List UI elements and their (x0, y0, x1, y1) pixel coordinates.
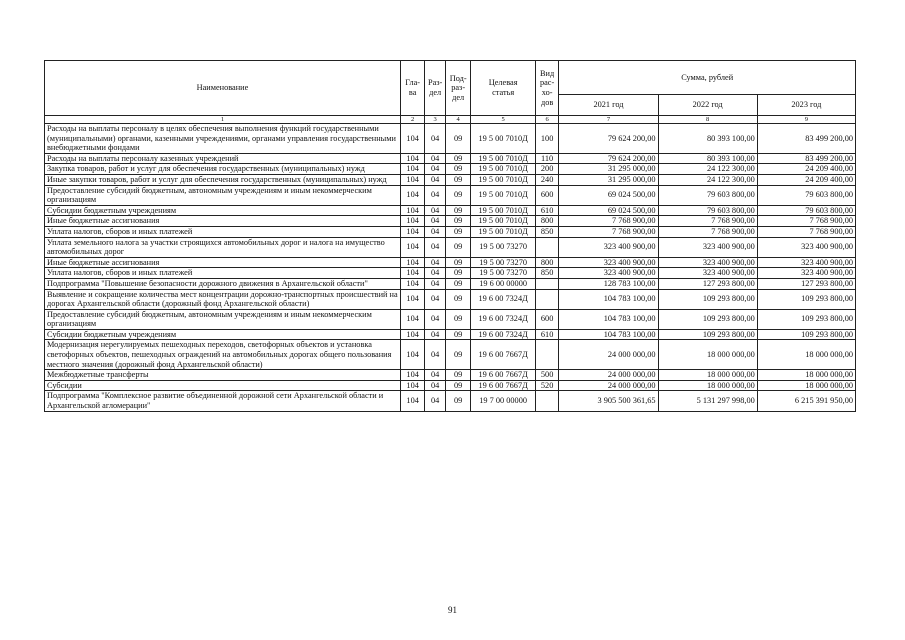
row-name: Закупка товаров, работ и услуг для обеспечения государственных (муниципальных) нужд (45, 164, 401, 175)
row-amount-2023: 83 499 200,00 (757, 153, 855, 164)
row-target-article: 19 5 00 7010Д (471, 153, 535, 164)
row-expense-type: 100 (535, 124, 559, 154)
row-amount-2021: 79 624 200,00 (559, 124, 658, 154)
row-expense-type (535, 237, 559, 257)
row-name: Субсидии (45, 380, 401, 391)
row-target-article: 19 6 00 7324Д (471, 289, 535, 309)
row-target-article: 19 6 00 7667Д (471, 370, 535, 381)
row-name: Расходы на выплаты персоналу казенных учреждений (45, 153, 401, 164)
header-name: Наименование (45, 61, 401, 116)
header-year-2021: 2021 год (559, 95, 658, 116)
row-subsection: 09 (445, 216, 471, 227)
row-section: 04 (425, 370, 445, 381)
row-target-article: 19 6 00 00000 (471, 278, 535, 289)
table-row (45, 268, 856, 279)
row-amount-2021: 3 905 500 361,65 (559, 391, 658, 411)
row-amount-2021: 104 783 100,00 (559, 289, 658, 309)
table-row (45, 278, 856, 289)
row-amount-2021: 69 024 500,00 (559, 185, 658, 205)
table-row (45, 257, 856, 268)
row-chapter: 104 (400, 370, 425, 381)
row-section: 04 (425, 174, 445, 185)
row-target-article: 19 6 00 7324Д (471, 309, 535, 329)
header-section: Раз- дел (425, 61, 445, 116)
column-number: 4 (445, 116, 471, 124)
row-expense-type: 610 (535, 205, 559, 216)
budget-table (44, 60, 856, 412)
row-chapter: 104 (400, 174, 425, 185)
row-name: Иные бюджетные ассигнования (45, 216, 401, 227)
row-amount-2022: 18 000 000,00 (658, 340, 757, 370)
row-amount-2022: 109 293 800,00 (658, 309, 757, 329)
row-target-article: 19 6 00 7324Д (471, 329, 535, 340)
row-expense-type (535, 289, 559, 309)
row-name: Уплата налогов, сборов и иных платежей (45, 226, 401, 237)
row-subsection: 09 (445, 309, 471, 329)
row-section: 04 (425, 278, 445, 289)
column-number: 6 (535, 116, 559, 124)
row-expense-type: 610 (535, 329, 559, 340)
row-chapter: 104 (400, 268, 425, 279)
row-amount-2021: 79 624 200,00 (559, 153, 658, 164)
table-row (45, 164, 856, 175)
row-subsection: 09 (445, 164, 471, 175)
row-amount-2022: 80 393 100,00 (658, 153, 757, 164)
row-amount-2022: 18 000 000,00 (658, 370, 757, 381)
row-amount-2023: 18 000 000,00 (757, 380, 855, 391)
row-amount-2021: 7 768 900,00 (559, 216, 658, 227)
row-section: 04 (425, 153, 445, 164)
row-amount-2021: 24 000 000,00 (559, 380, 658, 391)
row-section: 04 (425, 391, 445, 411)
row-section: 04 (425, 124, 445, 154)
row-subsection: 09 (445, 278, 471, 289)
row-section: 04 (425, 216, 445, 227)
row-name: Выявление и сокращение количества мест концентрации дорожно-транспортных происшествий на дорогах Архангельской области (дорожный фонд Архангельской области) (45, 289, 401, 309)
row-target-article: 19 5 00 7010Д (471, 174, 535, 185)
row-expense-type: 500 (535, 370, 559, 381)
row-target-article: 19 5 00 7010Д (471, 226, 535, 237)
row-subsection: 09 (445, 153, 471, 164)
row-chapter: 104 (400, 340, 425, 370)
row-subsection: 09 (445, 257, 471, 268)
row-amount-2022: 7 768 900,00 (658, 226, 757, 237)
table-row (45, 153, 856, 164)
row-expense-type (535, 391, 559, 411)
row-name: Предоставление субсидий бюджетным, автономным учреждениям и иным некоммерческим организациям (45, 185, 401, 205)
row-expense-type: 240 (535, 174, 559, 185)
header-year-2022: 2022 год (658, 95, 757, 116)
row-chapter: 104 (400, 380, 425, 391)
row-amount-2022: 5 131 297 998,00 (658, 391, 757, 411)
row-chapter: 104 (400, 216, 425, 227)
row-target-article: 19 6 00 7667Д (471, 340, 535, 370)
row-name: Иные закупки товаров, работ и услуг для обеспечения государственных (муниципальных) нужд (45, 174, 401, 185)
row-amount-2021: 104 783 100,00 (559, 329, 658, 340)
header-year-2023: 2023 год (757, 95, 855, 116)
row-name: Межбюджетные трансферты (45, 370, 401, 381)
row-name: Субсидии бюджетным учреждениям (45, 329, 401, 340)
row-amount-2022: 79 603 800,00 (658, 185, 757, 205)
row-section: 04 (425, 329, 445, 340)
row-subsection: 09 (445, 205, 471, 216)
row-amount-2023: 323 400 900,00 (757, 257, 855, 268)
row-section: 04 (425, 237, 445, 257)
row-amount-2023: 6 215 391 950,00 (757, 391, 855, 411)
row-section: 04 (425, 164, 445, 175)
row-subsection: 09 (445, 237, 471, 257)
row-amount-2021: 24 000 000,00 (559, 340, 658, 370)
table-row (45, 329, 856, 340)
row-chapter: 104 (400, 237, 425, 257)
row-subsection: 09 (445, 391, 471, 411)
row-expense-type (535, 340, 559, 370)
row-name: Субсидии бюджетным учреждениям (45, 205, 401, 216)
row-subsection: 09 (445, 289, 471, 309)
row-amount-2023: 7 768 900,00 (757, 216, 855, 227)
table-row (45, 205, 856, 216)
row-amount-2021: 7 768 900,00 (559, 226, 658, 237)
table-row (45, 124, 856, 154)
row-name: Предоставление субсидий бюджетным, автономным учреждениям и иным некоммерческим организациям (45, 309, 401, 329)
row-amount-2023: 323 400 900,00 (757, 237, 855, 257)
row-amount-2022: 80 393 100,00 (658, 124, 757, 154)
row-target-article: 19 5 00 7010Д (471, 205, 535, 216)
row-amount-2021: 24 000 000,00 (559, 370, 658, 381)
row-amount-2021: 69 024 500,00 (559, 205, 658, 216)
header-chapter: Гла- ва (400, 61, 425, 116)
column-number: 1 (45, 116, 401, 124)
row-amount-2022: 109 293 800,00 (658, 329, 757, 340)
row-amount-2021: 104 783 100,00 (559, 309, 658, 329)
header-target-article: Целевая статья (471, 61, 535, 116)
row-amount-2021: 323 400 900,00 (559, 268, 658, 279)
table-row (45, 391, 856, 411)
row-target-article: 19 6 00 7667Д (471, 380, 535, 391)
table-row (45, 340, 856, 370)
row-chapter: 104 (400, 164, 425, 175)
row-amount-2023: 18 000 000,00 (757, 370, 855, 381)
row-chapter: 104 (400, 124, 425, 154)
table-row (45, 289, 856, 309)
row-expense-type: 850 (535, 268, 559, 279)
row-expense-type: 600 (535, 309, 559, 329)
row-subsection: 09 (445, 124, 471, 154)
row-amount-2023: 79 603 800,00 (757, 185, 855, 205)
row-amount-2022: 18 000 000,00 (658, 380, 757, 391)
row-section: 04 (425, 289, 445, 309)
row-name: Модернизация нерегулируемых пешеходных переходов, светофорных объектов и установка светофорных объектов, пешеходных ограждений на автомобильных дорогах общего пользования местного значения (дорожный фонд Архангельской области) (45, 340, 401, 370)
row-amount-2023: 83 499 200,00 (757, 124, 855, 154)
row-section: 04 (425, 226, 445, 237)
row-subsection: 09 (445, 226, 471, 237)
row-amount-2023: 323 400 900,00 (757, 268, 855, 279)
table-row (45, 237, 856, 257)
row-amount-2022: 24 122 300,00 (658, 164, 757, 175)
table-row (45, 309, 856, 329)
row-subsection: 09 (445, 370, 471, 381)
column-number: 7 (559, 116, 658, 124)
row-expense-type: 520 (535, 380, 559, 391)
row-subsection: 09 (445, 340, 471, 370)
row-chapter: 104 (400, 391, 425, 411)
row-name: Расходы на выплаты персоналу в целях обеспечения выполнения функций государственными (муниципальными) органами, казенными учреждениями, органами управления государственными внебюджетными фондами (45, 124, 401, 154)
row-amount-2022: 323 400 900,00 (658, 237, 757, 257)
row-expense-type: 200 (535, 164, 559, 175)
column-number: 3 (425, 116, 445, 124)
row-amount-2022: 79 603 800,00 (658, 205, 757, 216)
table-row (45, 380, 856, 391)
row-chapter: 104 (400, 289, 425, 309)
column-number: 9 (757, 116, 855, 124)
row-chapter: 104 (400, 185, 425, 205)
row-amount-2022: 7 768 900,00 (658, 216, 757, 227)
row-name: Уплата налогов, сборов и иных платежей (45, 268, 401, 279)
column-number: 2 (400, 116, 425, 124)
row-amount-2022: 127 293 800,00 (658, 278, 757, 289)
row-name: Подпрограмма "Повышение безопасности дорожного движения в Архангельской области" (45, 278, 401, 289)
row-amount-2023: 109 293 800,00 (757, 329, 855, 340)
row-section: 04 (425, 380, 445, 391)
row-amount-2023: 24 209 400,00 (757, 164, 855, 175)
column-number: 5 (471, 116, 535, 124)
row-chapter: 104 (400, 205, 425, 216)
row-name: Подпрограмма "Комплексное развитие объединенной дорожной сети Архангельской области и Архангельской агломерации" (45, 391, 401, 411)
row-chapter: 104 (400, 257, 425, 268)
row-chapter: 104 (400, 329, 425, 340)
row-amount-2023: 79 603 800,00 (757, 205, 855, 216)
row-amount-2023: 24 209 400,00 (757, 174, 855, 185)
row-section: 04 (425, 205, 445, 216)
row-target-article: 19 5 00 7010Д (471, 164, 535, 175)
row-section: 04 (425, 185, 445, 205)
row-name: Уплата земельного налога за участки строящихся автомобильных дорог и налога на имущество автомобильных дорог (45, 237, 401, 257)
row-amount-2022: 323 400 900,00 (658, 257, 757, 268)
row-amount-2023: 109 293 800,00 (757, 289, 855, 309)
page-number: 91 (448, 605, 457, 615)
row-section: 04 (425, 340, 445, 370)
table-row (45, 370, 856, 381)
row-expense-type (535, 278, 559, 289)
row-target-article: 19 5 00 7010Д (471, 124, 535, 154)
row-amount-2022: 323 400 900,00 (658, 268, 757, 279)
table-row (45, 185, 856, 205)
row-section: 04 (425, 309, 445, 329)
row-name: Иные бюджетные ассигнования (45, 257, 401, 268)
row-amount-2021: 323 400 900,00 (559, 237, 658, 257)
row-amount-2023: 127 293 800,00 (757, 278, 855, 289)
row-target-article: 19 5 00 73270 (471, 257, 535, 268)
column-number: 8 (658, 116, 757, 124)
row-subsection: 09 (445, 174, 471, 185)
header-expense-type: Вид рас- хо- дов (535, 61, 559, 116)
table-row (45, 216, 856, 227)
row-expense-type: 800 (535, 216, 559, 227)
row-amount-2021: 323 400 900,00 (559, 257, 658, 268)
row-expense-type: 110 (535, 153, 559, 164)
row-target-article: 19 5 00 73270 (471, 268, 535, 279)
row-chapter: 104 (400, 153, 425, 164)
row-expense-type: 600 (535, 185, 559, 205)
row-amount-2021: 31 295 000,00 (559, 174, 658, 185)
row-target-article: 19 5 00 7010Д (471, 185, 535, 205)
table-body (45, 124, 856, 412)
row-subsection: 09 (445, 185, 471, 205)
header-amount: Сумма, рублей (559, 61, 856, 95)
row-amount-2021: 128 783 100,00 (559, 278, 658, 289)
row-chapter: 104 (400, 278, 425, 289)
row-amount-2023: 109 293 800,00 (757, 309, 855, 329)
header-subsection: Под- раз- дел (445, 61, 471, 116)
row-chapter: 104 (400, 309, 425, 329)
row-expense-type: 800 (535, 257, 559, 268)
row-amount-2021: 31 295 000,00 (559, 164, 658, 175)
row-section: 04 (425, 257, 445, 268)
row-target-article: 19 5 00 7010Д (471, 216, 535, 227)
row-subsection: 09 (445, 268, 471, 279)
row-target-article: 19 7 00 00000 (471, 391, 535, 411)
row-amount-2022: 24 122 300,00 (658, 174, 757, 185)
row-subsection: 09 (445, 329, 471, 340)
row-subsection: 09 (445, 380, 471, 391)
row-section: 04 (425, 268, 445, 279)
table-row (45, 226, 856, 237)
row-amount-2022: 109 293 800,00 (658, 289, 757, 309)
row-target-article: 19 5 00 73270 (471, 237, 535, 257)
table-row (45, 174, 856, 185)
row-amount-2023: 7 768 900,00 (757, 226, 855, 237)
row-chapter: 104 (400, 226, 425, 237)
row-amount-2023: 18 000 000,00 (757, 340, 855, 370)
row-expense-type: 850 (535, 226, 559, 237)
